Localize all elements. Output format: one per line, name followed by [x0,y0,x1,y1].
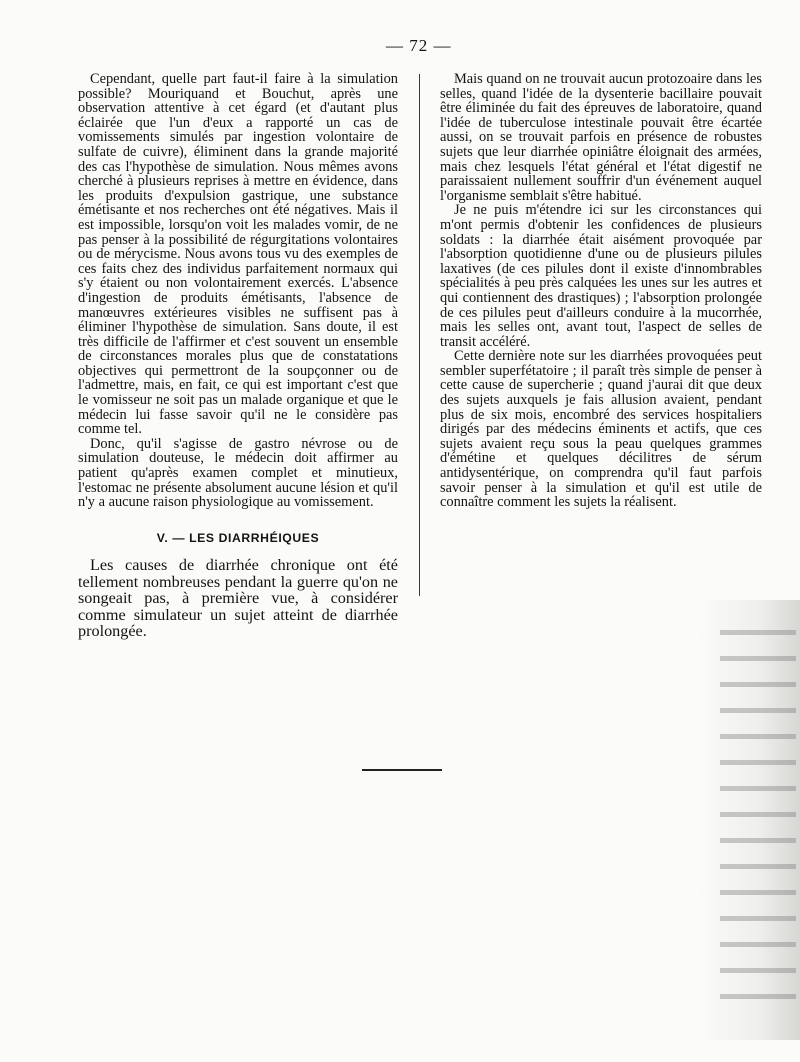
left-column [78,72,398,639]
paragraph-protozoaire: Mais quand on ne trouvait aucun protozoaire dans les selles, quand l'idée de la dysenterie bacillaire pouvait être éliminée du fait des épreuves de laboratoire, quand l'idée de tuberculose intestinale pouvait être écartée aussi, on se trouvait parfois en présence de robustes sujets que leur diarrhée opiniâtre éloignait des armées, mais chez lesquels l'état général et l'état digestif ne paraissaient nullement souffrir d'un événement auquel l'organisme semblait s'être habitué. [440,71,762,204]
bleed-through-shadow [700,600,800,1040]
paragraph-simulation: Cependant, quelle part faut-il faire à la simulation possible? Mouriquand et Bouchut, après une observation attentive à cet égard (et d'autant plus éclairée que l'un d'eux a rapporté un cas de vomissements simulés par ingestion volontaire de sulfate de cuivre), éliminent dans la grande majorité des cas l'hypothèse de simulation. Nous mêmes avons cherché à plusieurs reprises à mettre en évidence, dans les produits d'expulsion gastrique, une substance émétisante et nos recherches ont été négatives. Mais il est impossible, lorsqu'on voit les malades vomir, de ne pas penser à la possibilité de régurgitations volontaires ou de mérycisme. Nous avons tous vu des exemples de ces faits chez des individus parfaitement normaux qui s'y étaient ou non volontairement exercés. L'absence d'ingestion de produits émétisants, l'absence de manœuvres extérieures visibles ne suffisent pas à éliminer l'hypothèse de simulation. Sans doute, il est très difficile de l'affirmer et c'est souvent un ensemble de circonstances morales plus que de constatations objectives qui permettront de la soupçonner ou de l'admettre, mais, en fait, ce qui est important c'est que le vomisseur ne soit pas un malade organique et que le médecin lui fasse savoir qu'il ne le considère pas comme tel. [78,71,398,438]
right-column [440,72,762,510]
paragraph-conclusion: Donc, qu'il s'agisse de gastro névrose ou de simulation douteuse, le médecin doit affirmer au patient qu'après examen complet et minutieux, l'estomac ne présente absolument aucune lésion et qu'il n'y a aucune raison physiologique au vomissement. [78,435,398,511]
section-heading: V. — LES DIARRHÉIQUES [156,530,320,545]
paragraph-pilules: Je ne puis m'étendre ici sur les circonstances qui m'ont permis d'obtenir les confidences de plusieurs soldats : la diarrhée était aisément provoquée par l'absorption quotidienne d'une ou de plusieurs pilules laxatives (de ces pilules dont il existe d'innombrables spécialités à peu près calquées les unes sur les autres et qui contiennent des drastiques) ; l'absorption prolongée de ces pilules peut d'ailleurs conduire à la mucorrhée, mais les selles ont, avant tout, l'aspect de selles de transit accéléré. [440,202,762,350]
end-rule [362,769,442,771]
page-number: — 72 — [386,36,452,55]
column-divider [419,74,420,596]
paragraph-supercherie: Cette dernière note sur les diarrhées provoquées peut sembler superfétatoire ; il paraît très simple de penser à cette cause de supercherie ; quand j'aurai dit que deux des sujets auxquels je fais allusion avaient, pendant plus de six mois, encombré des services hospitaliers dirigés par des médecins éminents et actifs, que ces sujets avaient reçu sous la peau quelques grammes d'émétine et quelques décilitres de sérum antidysentérique, on comprendra qu'il faut parfois savoir penser à la simulation et qu'il est utile de connaître comment les sujets la réalisent. [440,348,762,511]
paragraph-diarrhee-intro: Les causes de diarrhée chronique ont été tellement nombreuses pendant la guerre qu'on ne songeait pas, à première vue, à considérer comme simulateur un sujet atteint de diarrhée prolongée. [78,556,398,641]
